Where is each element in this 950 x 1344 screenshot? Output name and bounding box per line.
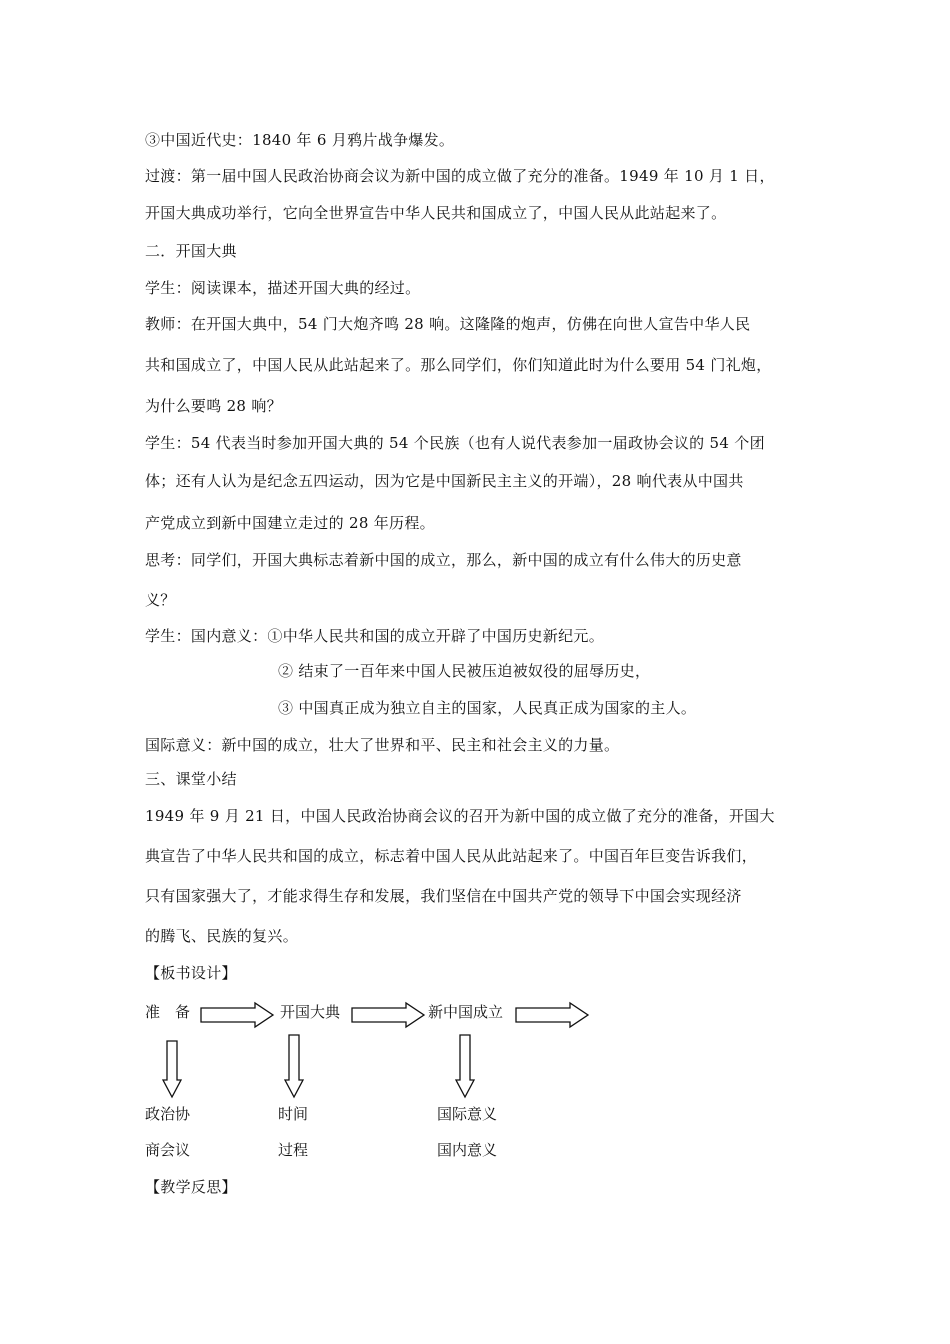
text-line-teacher-2: 共和国成立了，中国人民从此站起来了。那么同学们，你们知道此时为什么要用 54 门礼炮， — [145, 356, 772, 374]
text-line-domestic-2: ② 结束了一百年来中国人民被压迫被奴役的屈辱历史， — [278, 662, 651, 680]
text-line-student-answer-1: 学生：54 代表当时参加开国大典的 54 个民族（也有人说代表参加一届政协会议的 54 个团 — [145, 434, 765, 452]
text-line-summary-3: 只有国家强大了，才能求得生存和发展，我们坚信在中国共产党的领导下中国会实现经济 — [145, 887, 742, 905]
text-line-transition-2: 开国大典成功举行，它向全世界宣告中华人民共和国成立了，中国人民从此站起来了。 — [145, 204, 727, 222]
text-line-think-1: 思考：同学们，开国大典标志着新中国的成立，那么，新中国的成立有什么伟大的历史意 — [145, 551, 742, 569]
text-line-teacher-1: 教师：在开国大典中，54 门大炮齐鸣 28 响。这隆隆的炮声，仿佛在向世人宣告中华人民 — [145, 315, 751, 333]
text-line-summary-2: 典宣告了中华人民共和国的成立，标志着中国人民从此站起来了。中国百年巨变告诉我们， — [145, 847, 758, 865]
board-label-col3-line2: 国内意义 — [437, 1141, 498, 1159]
right-arrow-icon — [201, 1003, 273, 1027]
right-arrow-icon — [352, 1003, 424, 1027]
board-label-col2-line1: 时间 — [278, 1105, 309, 1123]
section-heading-summary: 三、课堂小结 — [145, 770, 237, 788]
text-line-teacher-3: 为什么要鸣 28 响？ — [145, 397, 282, 415]
text-line-modern-history: ③中国近代史：1840 年 6 月鸦片战争爆发。 — [145, 131, 455, 149]
down-arrow-icon — [285, 1035, 303, 1097]
text-line-domestic-1: 学生：国内意义：①中华人民共和国的成立开辟了中国历史新纪元。 — [145, 627, 605, 645]
text-line-summary-1: 1949 年 9 月 21 日，中国人民政治协商会议的召开为新中国的成立做了充分的准备，开国大 — [145, 807, 775, 825]
text-line-student-answer-3: 产党成立到新中国建立走过的 28 年历程。 — [145, 514, 435, 532]
board-label-col1-line2: 商会议 — [145, 1141, 191, 1159]
text-line-student-read: 学生：阅读课本，描述开国大典的经过。 — [145, 279, 421, 297]
board-label-col1-line1: 政治协 — [145, 1105, 191, 1123]
down-arrow-icon — [163, 1041, 181, 1097]
text-line-summary-4: 的腾飞、民族的复兴。 — [145, 927, 299, 945]
board-label-ceremony: 开国大典 — [280, 1003, 341, 1021]
board-label-col3-line1: 国际意义 — [437, 1105, 498, 1123]
board-label-new-china: 新中国成立 — [428, 1003, 504, 1021]
section-heading-reflection: 【教学反思】 — [145, 1178, 237, 1196]
section-heading-ceremony: 二．开国大典 — [145, 242, 237, 260]
down-arrow-icon — [456, 1035, 474, 1097]
board-label-col2-line2: 过程 — [278, 1141, 309, 1159]
board-label-prep: 准 备 — [145, 1003, 191, 1021]
section-heading-board-design: 【板书设计】 — [145, 964, 237, 982]
text-line-international: 国际意义：新中国的成立，壮大了世界和平、民主和社会主义的力量。 — [145, 736, 620, 754]
right-arrow-icon — [516, 1003, 588, 1027]
text-line-student-answer-2: 体；还有人认为是纪念五四运动，因为它是中国新民主主义的开端），28 响代表从中国共 — [145, 472, 744, 490]
text-line-think-2: 义？ — [145, 591, 176, 609]
text-line-domestic-3: ③ 中国真正成为独立自主的国家，人民真正成为国家的主人。 — [278, 699, 697, 717]
text-line-transition-1: 过渡：第一届中国人民政治协商会议为新中国的成立做了充分的准备。1949 年 10 月 1 日， — [145, 167, 775, 185]
